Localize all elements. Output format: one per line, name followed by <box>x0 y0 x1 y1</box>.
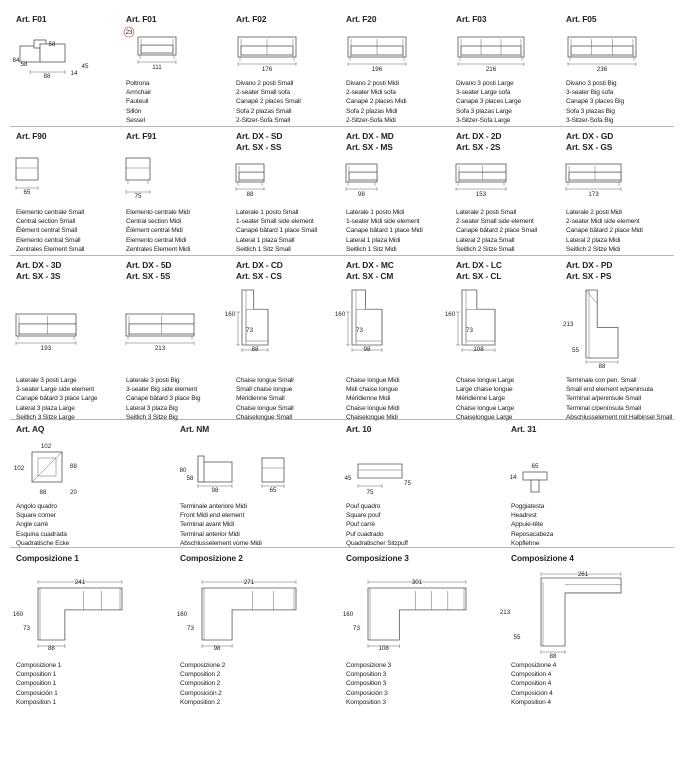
description-line: Terminal anterior Midi <box>180 530 240 538</box>
description-line: Seitlich 3 Sitze Large <box>16 413 75 421</box>
description-line: Terminal c/península Small <box>566 404 641 412</box>
description-line: Angolo quadro <box>16 503 57 510</box>
description-line: 2-Sitzer-Sofa Midi <box>346 116 396 124</box>
dimension-label: 45 <box>344 475 352 482</box>
description-line: Headrest <box>511 512 537 520</box>
description-line: Abschlusselement mit Halbinsel Small <box>566 413 673 421</box>
dimension-label: 88 <box>39 489 47 496</box>
description-line: Komposition 2 <box>180 698 220 706</box>
description-line: Chaise longue Midi <box>346 377 400 384</box>
dimension-label: 73 <box>353 625 360 632</box>
article-code: Art. DX - MC <box>346 260 394 270</box>
description-line: Composizione 3 <box>346 662 392 669</box>
description-line: Seitlich 1 Sitz Small <box>236 245 291 253</box>
dimension-label: 88 <box>70 463 77 470</box>
description-line: Kopflehne <box>511 539 540 547</box>
description-line: Canapé bâtard 3 place Large <box>16 395 98 403</box>
description-line: Composition 2 <box>180 680 221 688</box>
article-code: Art. F01 <box>16 14 47 24</box>
description-line: Terminale anteriore Midi <box>180 503 247 510</box>
article-code: Art. SX - GS <box>566 142 613 152</box>
article-code: Art. SX - SS <box>236 142 282 152</box>
description-line: Canapé bâtard 1 place Midi <box>346 227 423 235</box>
dimension-label: 58 <box>186 475 194 482</box>
dimension-label: 102 <box>40 443 52 450</box>
description-line: Angle carré <box>16 521 49 529</box>
description-line: Chaiselongue Large <box>456 413 513 421</box>
description-line: Divano 3 posti Large <box>456 80 514 87</box>
article-code: Art. F03 <box>456 14 487 24</box>
dimension-label: 261 <box>577 571 589 578</box>
description-line: 2-seater Small sofa <box>236 89 290 97</box>
dimension-label: 88 <box>598 363 606 370</box>
description-line: Seitlich 2 Sitze Small <box>456 245 515 253</box>
dimension-label: 160 <box>334 311 346 318</box>
dimension-label: 160 <box>224 311 236 318</box>
article-code: Art. DX - 5D <box>126 260 172 270</box>
article-code: Composizione 2 <box>180 553 243 563</box>
description-line: Zentrales Element Midi <box>126 245 191 253</box>
article-code: Art. SX - 2S <box>456 142 501 152</box>
dimension-label: 160 <box>12 611 24 618</box>
dimension-label: 216 <box>485 66 497 73</box>
description-line: Seitlich 3 Sitze Big <box>126 413 178 421</box>
seat-cushion-icon <box>461 46 521 55</box>
description-line: 3-Sitzer-Sofa Large <box>456 116 511 124</box>
dimension-label: 176 <box>261 66 273 73</box>
description-line: Canapé 2 places Small <box>236 98 301 106</box>
description-line: 3-Sitzer-Sofa Big <box>566 116 614 124</box>
description-line: Chaiselongue Midi <box>346 413 398 421</box>
article-code: Art. DX - 3D <box>16 260 62 270</box>
dimension-label: 65 <box>23 189 31 196</box>
item-description <box>456 376 514 422</box>
description-line: Divano 3 posti Big <box>566 80 617 87</box>
central-section-icon <box>126 158 150 180</box>
item-description <box>346 376 399 422</box>
dimension-label: 84 <box>12 57 20 64</box>
item-drawing <box>340 460 490 530</box>
description-line: Square corner <box>16 512 56 520</box>
item-drawing <box>505 458 655 528</box>
description-line: 3-seater Large sofa <box>456 89 511 97</box>
description-line: Lateral 3 plaza Big <box>126 404 178 412</box>
dimension-label: 58 <box>48 41 56 48</box>
dimension-label: 75 <box>134 193 142 200</box>
article-code: Art. DX - 2D <box>456 131 502 141</box>
chaise-outline-icon <box>462 290 495 345</box>
seat-cushion-icon <box>141 45 173 53</box>
composition-outline-icon <box>368 588 466 640</box>
row-divider <box>10 126 674 127</box>
description-line: Front Midi end element <box>180 512 245 520</box>
description-line: Canapé 2 places Midi <box>346 98 407 106</box>
row-divider <box>10 547 674 548</box>
description-line: 3-seater Big side element <box>126 386 198 394</box>
description-line: 2-Sitzer-Sofa Small <box>236 116 290 124</box>
description-line: Puf cuadrado <box>346 530 384 538</box>
dimension-label: 173 <box>588 191 599 198</box>
dimension-label: 108 <box>473 346 484 353</box>
dimension-label: 55 <box>572 347 579 354</box>
article-code: Art. DX - CD <box>236 260 283 270</box>
description-line: Composizione 2 <box>180 662 226 669</box>
dimension-label: 65 <box>531 463 539 470</box>
item-description <box>566 376 672 422</box>
description-line: Elemento centrale Small <box>16 209 85 216</box>
description-line: Lateral 2 plaza Small <box>456 236 515 244</box>
dimension-label: 88 <box>549 653 557 660</box>
dimension-label: 111 <box>152 64 162 71</box>
dimension-label: 73 <box>466 327 473 334</box>
chaise-outline-icon <box>352 290 382 345</box>
article-code: Art. DX - SD <box>236 131 283 141</box>
description-line: Canapé bâtard 2 place Midi <box>566 227 643 235</box>
description-line: Canapé 3 places Big <box>566 98 625 106</box>
item-drawing <box>566 35 682 105</box>
dimension-label: 271 <box>243 579 255 586</box>
description-line: Composition 3 <box>346 680 387 688</box>
description-line: Composition 4 <box>511 671 552 679</box>
description-line: Composition 1 <box>16 671 57 679</box>
seat-cushion-icon <box>571 46 633 55</box>
dimension-label: 160 <box>444 311 456 318</box>
item-drawing <box>170 452 320 522</box>
description-line: Fauteuil <box>126 98 149 106</box>
description-line: Poltrona <box>126 80 150 87</box>
dimension-label: 88 <box>47 645 55 652</box>
description-line: Central section Small <box>16 218 76 226</box>
dimension-label: 55 <box>513 634 521 641</box>
description-line: Canapé 3 places Large <box>456 98 522 106</box>
description-line: Terminale con pen. Small <box>566 377 637 384</box>
article-code: Composizione 1 <box>16 553 79 563</box>
dimension-label: 153 <box>475 191 487 198</box>
composition-outline-icon <box>202 588 296 640</box>
description-line: Pouf quadro <box>346 503 381 510</box>
dimension-label: 73 <box>23 625 30 632</box>
description-line: Sessel <box>126 116 145 124</box>
article-code: Art. DX - MD <box>346 131 394 141</box>
description-line: Méridienne Midi <box>346 395 391 403</box>
dimension-label: 98 <box>358 191 365 198</box>
description-line: 2-seater Small side element <box>456 218 534 226</box>
description-line: Composizione 4 <box>511 662 557 669</box>
dimension-label: 213 <box>499 609 511 616</box>
description-line: Lateral 1 plaza Small <box>236 236 295 244</box>
description-line: Divano 2 posti Small <box>236 80 294 87</box>
article-code: Art. F02 <box>236 14 267 24</box>
description-line: Composición 3 <box>346 689 388 697</box>
description-line: Seitlich 1 Sitz Midi <box>346 245 397 253</box>
description-line: Terminal avant Midi <box>180 521 234 529</box>
dimension-label: 98 <box>363 346 371 353</box>
item-drawing <box>499 570 661 660</box>
description-line: Quadratischer Sitzpuff <box>346 539 408 547</box>
item-drawing <box>566 162 682 232</box>
article-code: Art. SX - 5S <box>126 271 171 281</box>
dimension-label: 75 <box>366 489 374 496</box>
article-code: Art. DX - LC <box>456 260 502 270</box>
article-code: Composizione 3 <box>346 553 409 563</box>
headrest-icon <box>523 472 547 480</box>
dimension-label: 88 <box>246 191 254 198</box>
description-line: Komposition 1 <box>16 698 56 706</box>
description-line: Chaise longue Large <box>456 377 515 384</box>
article-code: Art. SX - CL <box>456 271 502 281</box>
description-line: 1-seater Small side element <box>236 218 314 226</box>
description-line: Chaise longue Small <box>236 377 294 384</box>
dimension-label: 98 <box>211 487 219 494</box>
row-divider <box>10 255 674 256</box>
article-code: Art. SX - PS <box>566 271 612 281</box>
description-line: Canapé bâtard 3 place Big <box>126 395 201 403</box>
dimension-label: 196 <box>371 66 383 73</box>
composition-outline-icon <box>38 588 122 640</box>
dimension-label: 23 <box>125 29 133 36</box>
description-line: Méridienne Small <box>236 395 285 403</box>
description-line: Lateral 1 plaza Midi <box>346 236 401 244</box>
dimension-label: 73 <box>246 327 253 334</box>
description-line: Chaise longue Small <box>236 404 294 412</box>
dimension-label: 213 <box>563 321 574 328</box>
article-code: Art. AQ <box>16 424 45 434</box>
item-drawing <box>12 578 174 652</box>
dimension-label: 45 <box>81 63 89 70</box>
description-line: Composition 4 <box>511 680 552 688</box>
dimension-label: 65 <box>269 487 277 494</box>
description-line: Composición 2 <box>180 689 222 697</box>
front-end-element-side-icon <box>262 458 284 482</box>
dimension-label: 58 <box>20 61 28 68</box>
headrest-stem-icon <box>531 480 539 492</box>
description-line: Composition 3 <box>346 671 387 679</box>
dimension-label: 80 <box>179 467 187 474</box>
description-line: Laterale 1 posto Small <box>236 209 299 216</box>
description-line: Chaise longue Midi <box>346 404 400 412</box>
article-code: Art. NM <box>180 424 210 434</box>
description-line: Composition 2 <box>180 671 221 679</box>
description-line: Quadratische Ecke <box>16 539 70 547</box>
dimension-label: 73 <box>356 327 363 334</box>
item-drawing <box>176 578 338 652</box>
description-line: Méridienne Large <box>456 395 505 403</box>
article-code: Art. F20 <box>346 14 377 24</box>
description-line: Laterale 2 posti Small <box>456 209 517 216</box>
description-line: Elemento central Midi <box>126 236 187 244</box>
dimension-label: 213 <box>154 345 166 352</box>
description-line: Sofa 3 plazas Big <box>566 107 615 115</box>
description-line: Zentrales Element Small <box>16 245 85 253</box>
article-code: Art. SX - CS <box>236 271 282 281</box>
square-pouf-icon <box>358 464 402 478</box>
description-line: 1-seater Midi side element <box>346 218 420 226</box>
item-drawing <box>342 578 504 652</box>
dimension-label: 301 <box>411 579 423 586</box>
article-code: Art. F01 <box>126 14 157 24</box>
item-description <box>236 376 294 422</box>
description-line: Appuie-tête <box>511 521 544 529</box>
description-line: Chaise longue Large <box>456 404 515 412</box>
central-section-icon <box>16 158 38 180</box>
description-line: Canapé bâtard 1 place Small <box>236 227 317 235</box>
description-line: Abschlusselement vorne Midi <box>180 539 262 547</box>
description-line: Chaiselongue Small <box>236 413 292 421</box>
description-line: Composizione 1 <box>16 662 62 669</box>
description-line: Laterale 1 posto Midi <box>346 209 405 216</box>
article-code: Art. 31 <box>511 424 537 434</box>
description-line: Komposition 4 <box>511 698 551 706</box>
description-line: Large chaise longue <box>456 386 513 394</box>
dimension-label: 88 <box>251 346 259 353</box>
dimension-label: 73 <box>187 625 194 632</box>
armrest-icon <box>198 456 204 482</box>
description-line: Komposition 3 <box>346 698 386 706</box>
description-line: Élément central Small <box>16 227 77 235</box>
article-code: Art. 10 <box>346 424 372 434</box>
peninsula-outline-icon <box>586 290 618 358</box>
description-line: Lateral 2 plaza Midi <box>566 236 621 244</box>
article-code: Composizione 4 <box>511 553 574 563</box>
item-description <box>16 661 61 707</box>
article-code: Art. SX - CM <box>346 271 394 281</box>
seat-cushion-icon <box>239 172 264 180</box>
description-line: Reposacabeza <box>511 530 554 538</box>
description-line: Canapé bâtard 2 place Small <box>456 227 537 235</box>
article-code: Art. SX - 3S <box>16 271 61 281</box>
description-line: Pouf carré <box>346 521 375 529</box>
dimension-label: 102 <box>13 465 25 472</box>
description-line: Square pouf <box>346 512 381 520</box>
description-line: Seitlich 2 Sitze Midi <box>566 245 621 253</box>
description-line: Composición 4 <box>511 689 553 697</box>
dimension-label: 160 <box>342 611 354 618</box>
description-line: Midi chaise longue <box>346 386 398 394</box>
dimension-label: 236 <box>596 66 608 73</box>
description-line: Laterale 2 posti Midi <box>566 209 622 216</box>
dimension-label: 193 <box>40 345 52 352</box>
description-line: Élément central Midi <box>126 227 183 235</box>
description-line: Poggiatesta <box>511 503 545 510</box>
description-line: Small chaise longue <box>236 386 293 394</box>
dimension-label: 241 <box>74 579 86 586</box>
description-line: Esquina cuadrada <box>16 530 67 538</box>
description-line: Laterale 3 posti Large <box>16 377 77 384</box>
composition-outline-icon <box>541 578 621 646</box>
dimension-label: 88 <box>43 73 51 80</box>
article-code: Art. F91 <box>126 131 157 141</box>
description-line: Elemento central Small <box>16 236 81 244</box>
description-line: Divano 2 posti Midi <box>346 80 399 87</box>
item-description <box>16 376 97 422</box>
dimension-label: 160 <box>176 611 188 618</box>
description-line: Armchair <box>126 89 152 97</box>
description-line: 2-seater Midi sofa <box>346 89 396 97</box>
description-line: Elemento centrale Midi <box>126 209 190 216</box>
dimension-label: 14 <box>70 70 78 77</box>
description-line: Central section Midi <box>126 218 181 226</box>
dimension-label: 108 <box>378 645 389 652</box>
dimension-label: 75 <box>404 480 411 487</box>
description-line: Small end element w/peninsula <box>566 386 653 394</box>
description-line: Laterale 3 posti Big <box>126 377 180 384</box>
description-line: Sillón <box>126 107 142 115</box>
item-description <box>180 661 225 707</box>
description-line: Sofa 2 plazas Midi <box>346 107 398 115</box>
dimension-label: 20 <box>70 489 77 496</box>
armchair-side-icon <box>20 46 40 62</box>
description-line: Lateral 3 plaza Large <box>16 404 75 412</box>
item-description <box>346 661 391 707</box>
item-description <box>126 376 200 422</box>
article-code: Art. DX - PD <box>566 260 613 270</box>
dimension-label: 14 <box>509 474 517 481</box>
description-line: Terminal a/peninsule Small <box>566 395 641 403</box>
description-line: Composition 1 <box>16 680 57 688</box>
item-drawing <box>558 290 682 370</box>
description-line: 2-seater Midi side element <box>566 218 640 226</box>
item-description <box>511 661 556 707</box>
description-line: Sofa 2 plazas Small <box>236 107 292 115</box>
item-drawing <box>10 442 160 512</box>
dimension-label: 98 <box>213 645 221 652</box>
article-code: Art. F90 <box>16 131 47 141</box>
description-line: 3-seater Large side element <box>16 386 95 394</box>
description-line: 3-seater Big sofa <box>566 89 614 97</box>
article-code: Art. F05 <box>566 14 597 24</box>
description-line: Composición 1 <box>16 689 58 697</box>
article-code: Art. SX - MS <box>346 142 393 152</box>
description-line: Sofa 3 plazas Large <box>456 107 512 115</box>
seat-cushion-icon <box>349 172 377 180</box>
article-code: Art. DX - GD <box>566 131 614 141</box>
